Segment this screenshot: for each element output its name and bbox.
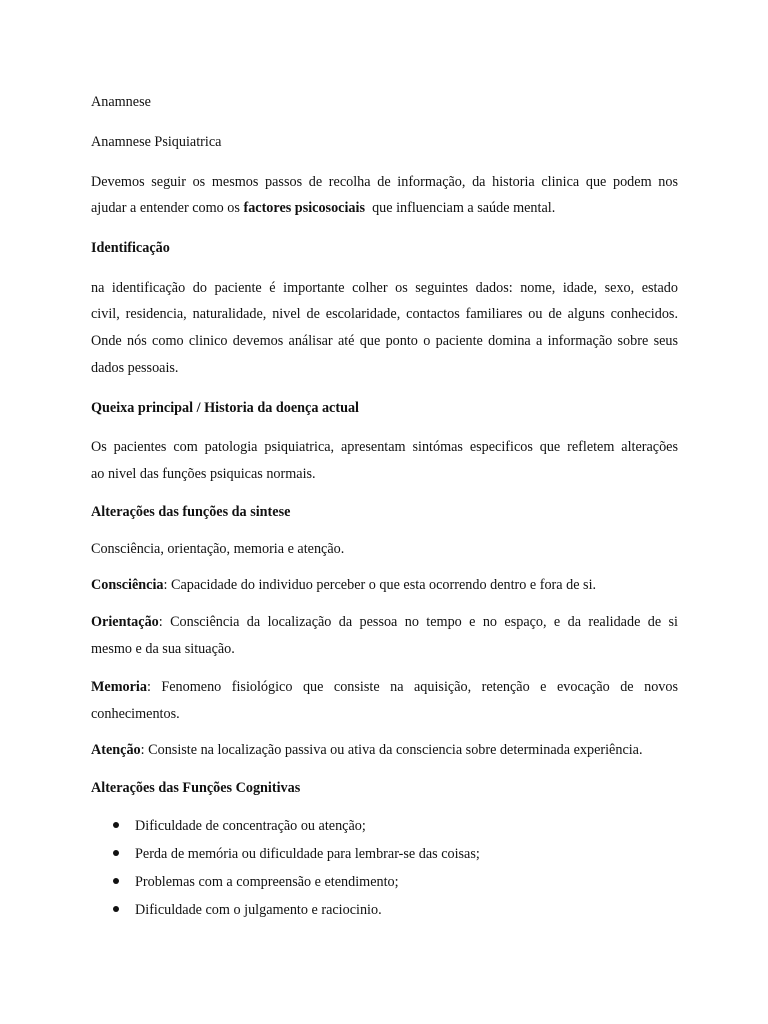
list-item-text: Problemas com a compreensão e etendimento; [135, 874, 399, 890]
orientacao-term: Orientação [91, 614, 159, 630]
memoria-line-2: conhecimentos. [91, 706, 180, 722]
identificacao-heading: Identificação [91, 240, 170, 256]
bullet-dot-icon [113, 906, 119, 912]
orientacao-text: : Consciência da localização da pessoa no tempo e no espaço, e da realidade de si [158, 614, 678, 630]
identificacao-line-1: na identificação do paciente é importante colher os seguintes dados: nome, idade, sexo, estado [91, 280, 678, 296]
bullet-dot-icon [113, 850, 119, 856]
intro-line-2-end: que influenciam a saúde mental. [364, 200, 556, 216]
bullet-dot-icon [113, 878, 119, 884]
atencao-definition [91, 741, 643, 759]
cognitivas-heading: Alterações das Funções Cognitivas [91, 780, 301, 796]
intro-line-2 [91, 199, 555, 217]
list-item-text: Dificuldade de concentração ou atenção; [135, 818, 366, 834]
identificacao-line-3: Onde nós como clinico devemos análisar até que ponto o paciente domina a informação sobre seus [91, 333, 678, 349]
document-subtitle: Anamnese Psiquiatrica [91, 134, 222, 150]
memoria-definition [91, 678, 678, 696]
atencao-text: : Consiste na localização passiva ou ativa da consciencia sobre determinada experiência. [140, 742, 643, 758]
orientacao-line-2: mesmo e da sua situação. [91, 641, 235, 657]
queixa-line-1: Os pacientes com patologia psiquiatrica, apresentam sintómas especificos que refletem alterações [91, 439, 678, 455]
consciencia-term: Consciência [91, 577, 164, 593]
sintese-summary: Consciência, orientação, memoria e atenção. [91, 541, 345, 557]
list-item-text: Dificuldade com o julgamento e raciocinio. [135, 902, 382, 918]
memoria-term: Memoria [91, 679, 147, 695]
consciencia-definition [91, 576, 596, 594]
intro-line-1: Devemos seguir os mesmos passos de recolha de informação, da historia clinica que podem nos [91, 174, 678, 190]
identificacao-line-4: dados pessoais. [91, 360, 179, 376]
consciencia-text: : Capacidade do individuo perceber o que esta ocorrendo dentro e fora de si. [163, 577, 597, 593]
queixa-line-2: ao nivel das funções psiquicas normais. [91, 466, 316, 482]
intro-line-2-start: ajudar a entender como os [91, 200, 244, 216]
bullet-dot-icon [113, 822, 119, 828]
queixa-heading: Queixa principal / Historia da doença actual [91, 400, 359, 416]
memoria-text: : Fenomeno fisiológico que consiste na aquisição, retenção e evocação de novos [146, 679, 678, 695]
intro-bold-term: factores psicosociais [243, 200, 365, 216]
document-title: Anamnese [91, 94, 151, 110]
atencao-term: Atenção [91, 742, 141, 758]
orientacao-definition [91, 613, 678, 631]
sintese-heading: Alterações das funções da sintese [91, 504, 291, 520]
list-item-text: Perda de memória ou dificuldade para lembrar-se das coisas; [135, 846, 480, 862]
identificacao-line-2: civil, residencia, naturalidade, nivel de escolaridade, contactos familiares ou de alguns conhecidos. [91, 306, 678, 322]
